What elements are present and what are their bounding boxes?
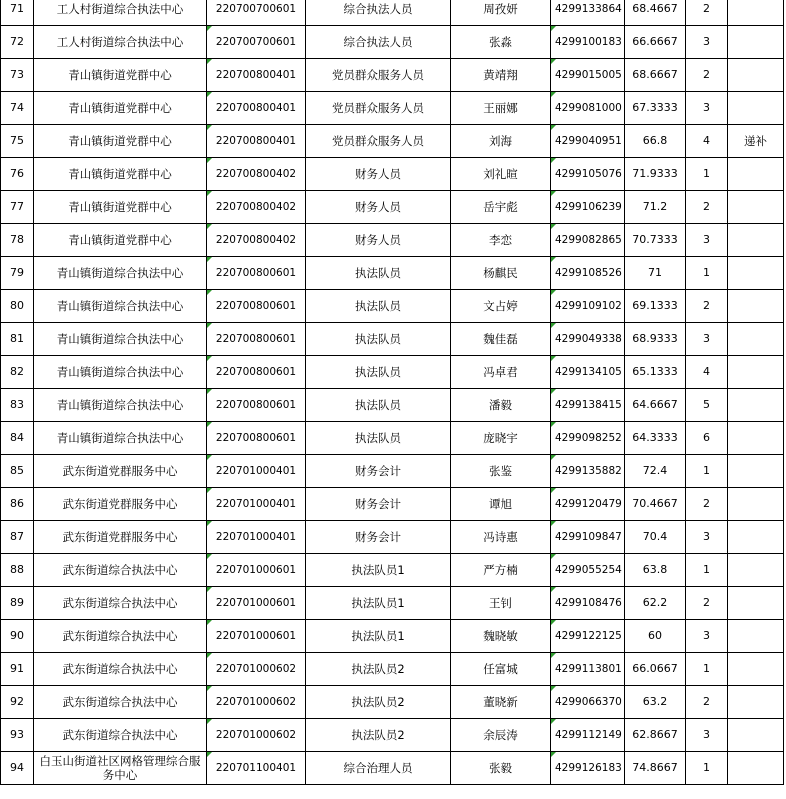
cell-unit-name[interactable]: 青山镇街道综合执法中心 [34,290,207,323]
cell-position-name[interactable]: 财务会计 [306,455,451,488]
table-row [1,191,784,224]
cell-row-number[interactable]: 74 [1,92,34,125]
cell-rank[interactable]: 2 [686,587,728,620]
cell-unit-name[interactable]: 青山镇街道党群中心 [34,92,207,125]
cell-unit-name[interactable]: 武东街道党群服务中心 [34,488,207,521]
cell-score[interactable]: 68.4667 [625,0,686,26]
cell-ticket-number[interactable]: 4299109102 [551,290,625,323]
cell-ticket-number[interactable]: 4299055254 [551,554,625,587]
cell-remark[interactable] [728,224,784,257]
table-row [1,389,784,422]
cell-row-number[interactable]: 86 [1,488,34,521]
cell-score[interactable]: 66.8 [625,125,686,158]
cell-position-code[interactable]: 220700800601 [207,323,306,356]
cell-score[interactable]: 68.9333 [625,323,686,356]
cell-position-code[interactable]: 220700800402 [207,158,306,191]
cell-ticket-number[interactable]: 4299108526 [551,257,625,290]
cell-position-code[interactable]: 220700800402 [207,224,306,257]
cell-candidate-name[interactable]: 谭旭 [451,488,551,521]
cell-position-name[interactable]: 执法队员2 [306,653,451,686]
cell-position-code[interactable]: 220701000601 [207,587,306,620]
cell-score[interactable]: 64.3333 [625,422,686,455]
cell-remark[interactable] [728,26,784,59]
table-row [1,59,784,92]
cell-row-number[interactable]: 72 [1,26,34,59]
cell-rank[interactable]: 6 [686,422,728,455]
cell-ticket-number[interactable]: 4299106239 [551,191,625,224]
cell-position-code[interactable]: 220701000602 [207,653,306,686]
cell-rank[interactable]: 3 [686,521,728,554]
cell-position-code[interactable]: 220700800601 [207,422,306,455]
cell-rank[interactable]: 2 [686,59,728,92]
cell-remark[interactable] [728,323,784,356]
cell-position-name[interactable]: 党员群众服务人员 [306,59,451,92]
cell-candidate-name[interactable]: 严方楠 [451,554,551,587]
cell-rank[interactable]: 5 [686,389,728,422]
table-row [1,719,784,752]
cell-remark[interactable] [728,653,784,686]
cell-position-code[interactable]: 220700800402 [207,191,306,224]
cell-row-number[interactable]: 94 [1,752,34,785]
table-row [1,224,784,257]
cell-score[interactable]: 65.1333 [625,356,686,389]
cell-remark[interactable] [728,92,784,125]
cell-candidate-name[interactable]: 王丽娜 [451,92,551,125]
cell-position-name[interactable]: 财务人员 [306,224,451,257]
cell-candidate-name[interactable]: 余辰涛 [451,719,551,752]
cell-position-name[interactable]: 执法队员1 [306,587,451,620]
cell-position-name[interactable]: 党员群众服务人员 [306,125,451,158]
cell-rank[interactable]: 1 [686,158,728,191]
cell-row-number[interactable]: 82 [1,356,34,389]
cell-unit-name[interactable]: 武东街道党群服务中心 [34,521,207,554]
table-row [1,125,784,158]
cell-ticket-number[interactable]: 4299049338 [551,323,625,356]
cell-ticket-number[interactable]: 4299066370 [551,686,625,719]
cell-candidate-name[interactable]: 王钊 [451,587,551,620]
cell-candidate-name[interactable]: 任富城 [451,653,551,686]
cell-row-number[interactable]: 88 [1,554,34,587]
cell-candidate-name[interactable]: 冯卓君 [451,356,551,389]
cell-ticket-number[interactable]: 4299098252 [551,422,625,455]
cell-row-number[interactable]: 91 [1,653,34,686]
cell-position-name[interactable]: 执法队员2 [306,719,451,752]
cell-unit-name[interactable]: 青山镇街道综合执法中心 [34,257,207,290]
cell-position-name[interactable]: 执法队员1 [306,554,451,587]
cell-remark[interactable] [728,488,784,521]
cell-row-number[interactable]: 83 [1,389,34,422]
cell-position-name[interactable]: 综合执法人员 [306,0,451,26]
cell-position-code[interactable]: 220700800401 [207,125,306,158]
cell-unit-name[interactable]: 白玉山街道社区网格管理综合服务中心 [34,752,207,785]
cell-score[interactable]: 63.2 [625,686,686,719]
cell-ticket-number[interactable]: 4299109847 [551,521,625,554]
cell-row-number[interactable]: 89 [1,587,34,620]
cell-remark[interactable]: 递补 [728,125,784,158]
cell-ticket-number[interactable]: 4299105076 [551,158,625,191]
cell-position-name[interactable]: 执法队员2 [306,686,451,719]
cell-unit-name[interactable]: 武东街道综合执法中心 [34,686,207,719]
cell-score[interactable]: 63.8 [625,554,686,587]
cell-score[interactable]: 62.2 [625,587,686,620]
cell-position-name[interactable]: 综合执法人员 [306,26,451,59]
cell-position-name[interactable]: 财务人员 [306,191,451,224]
cell-candidate-name[interactable]: 李恋 [451,224,551,257]
cell-candidate-name[interactable]: 潘毅 [451,389,551,422]
cell-candidate-name[interactable]: 张毅 [451,752,551,785]
cell-ticket-number[interactable]: 4299120479 [551,488,625,521]
cell-remark[interactable] [728,389,784,422]
cell-remark[interactable] [728,752,784,785]
cell-rank[interactable]: 2 [686,191,728,224]
cell-score[interactable]: 66.6667 [625,26,686,59]
cell-rank[interactable]: 1 [686,752,728,785]
cell-unit-name[interactable]: 青山镇街道党群中心 [34,191,207,224]
cell-position-code[interactable]: 220701000401 [207,455,306,488]
cell-position-code[interactable]: 220701000602 [207,719,306,752]
table-row [1,0,784,26]
cell-ticket-number[interactable]: 4299081000 [551,92,625,125]
cell-candidate-name[interactable]: 张鉴 [451,455,551,488]
cell-candidate-name[interactable]: 张淼 [451,26,551,59]
cell-position-name[interactable]: 财务人员 [306,158,451,191]
cell-unit-name[interactable]: 武东街道综合执法中心 [34,653,207,686]
table-row [1,356,784,389]
cell-position-name[interactable]: 财务会计 [306,521,451,554]
cell-score[interactable]: 68.6667 [625,59,686,92]
cell-rank[interactable]: 3 [686,92,728,125]
table-row [1,257,784,290]
cell-ticket-number[interactable]: 4299100183 [551,26,625,59]
cell-position-code[interactable]: 220700800401 [207,59,306,92]
cell-position-name[interactable]: 执法队员1 [306,620,451,653]
cell-rank[interactable]: 3 [686,26,728,59]
cell-position-code[interactable]: 220700800601 [207,389,306,422]
cell-remark[interactable] [728,620,784,653]
cell-position-name[interactable]: 执法队员 [306,356,451,389]
cell-row-number[interactable]: 78 [1,224,34,257]
cell-score[interactable]: 71.2 [625,191,686,224]
cell-remark[interactable] [728,290,784,323]
cell-score[interactable]: 60 [625,620,686,653]
cell-unit-name[interactable]: 青山镇街道综合执法中心 [34,323,207,356]
table-row [1,158,784,191]
cell-score[interactable]: 70.7333 [625,224,686,257]
cell-candidate-name[interactable]: 刘礼暄 [451,158,551,191]
cell-row-number[interactable]: 93 [1,719,34,752]
cell-row-number[interactable]: 81 [1,323,34,356]
cell-ticket-number[interactable]: 4299015005 [551,59,625,92]
cell-rank[interactable]: 1 [686,554,728,587]
cell-unit-name[interactable]: 武东街道综合执法中心 [34,620,207,653]
cell-row-number[interactable]: 80 [1,290,34,323]
cell-ticket-number[interactable]: 4299135882 [551,455,625,488]
cell-position-name[interactable]: 执法队员 [306,422,451,455]
cell-ticket-number[interactable]: 4299040951 [551,125,625,158]
cell-row-number[interactable]: 77 [1,191,34,224]
cell-row-number[interactable]: 71 [1,0,34,26]
cell-position-name[interactable]: 综合治理人员 [306,752,451,785]
cell-position-code[interactable]: 220701000602 [207,686,306,719]
cell-position-code[interactable]: 220701000401 [207,488,306,521]
cell-candidate-name[interactable]: 冯诗惠 [451,521,551,554]
cell-score[interactable]: 71 [625,257,686,290]
cell-unit-name[interactable]: 武东街道党群服务中心 [34,455,207,488]
cell-position-name[interactable]: 党员群众服务人员 [306,92,451,125]
cell-score[interactable]: 66.0667 [625,653,686,686]
cell-row-number[interactable]: 90 [1,620,34,653]
cell-row-number[interactable]: 76 [1,158,34,191]
cell-position-code[interactable]: 220701000601 [207,620,306,653]
cell-ticket-number[interactable]: 4299122125 [551,620,625,653]
table-row [1,422,784,455]
cell-unit-name[interactable]: 青山镇街道党群中心 [34,59,207,92]
cell-score[interactable]: 74.8667 [625,752,686,785]
cell-position-code[interactable]: 220701000601 [207,554,306,587]
cell-position-name[interactable]: 执法队员 [306,323,451,356]
cell-unit-name[interactable]: 青山镇街道党群中心 [34,125,207,158]
cell-ticket-number[interactable]: 4299126183 [551,752,625,785]
cell-score[interactable]: 70.4 [625,521,686,554]
cell-rank[interactable]: 3 [686,719,728,752]
cell-position-name[interactable]: 财务会计 [306,488,451,521]
cell-unit-name[interactable]: 青山镇街道综合执法中心 [34,389,207,422]
cell-score[interactable]: 72.4 [625,455,686,488]
cell-remark[interactable] [728,719,784,752]
cell-unit-name[interactable]: 青山镇街道综合执法中心 [34,356,207,389]
cell-score[interactable]: 62.8667 [625,719,686,752]
cell-row-number[interactable]: 79 [1,257,34,290]
cell-row-number[interactable]: 92 [1,686,34,719]
cell-ticket-number[interactable]: 4299108476 [551,587,625,620]
cell-remark[interactable] [728,587,784,620]
cell-score[interactable]: 69.1333 [625,290,686,323]
cell-remark[interactable] [728,455,784,488]
table-row [1,587,784,620]
cell-unit-name[interactable]: 武东街道综合执法中心 [34,719,207,752]
cell-remark[interactable] [728,257,784,290]
cell-unit-name[interactable]: 工人村街道综合执法中心 [34,0,207,26]
cell-position-code[interactable]: 220700800601 [207,257,306,290]
cell-candidate-name[interactable]: 魏晓敏 [451,620,551,653]
cell-remark[interactable] [728,686,784,719]
cell-rank[interactable]: 1 [686,653,728,686]
cell-ticket-number[interactable]: 4299082865 [551,224,625,257]
table-row [1,620,784,653]
table-row [1,554,784,587]
cell-row-number[interactable]: 87 [1,521,34,554]
cell-remark[interactable] [728,422,784,455]
cell-score[interactable]: 64.6667 [625,389,686,422]
cell-unit-name[interactable]: 武东街道综合执法中心 [34,587,207,620]
cell-candidate-name[interactable]: 周孜妍 [451,0,551,26]
cell-rank[interactable]: 2 [686,0,728,26]
cell-rank[interactable]: 2 [686,290,728,323]
cell-unit-name[interactable]: 青山镇街道综合执法中心 [34,422,207,455]
cell-remark[interactable] [728,554,784,587]
cell-row-number[interactable]: 73 [1,59,34,92]
cell-position-code[interactable]: 220700700601 [207,0,306,26]
cell-rank[interactable]: 2 [686,686,728,719]
cell-remark[interactable] [728,59,784,92]
cell-position-code[interactable]: 220700800601 [207,290,306,323]
cell-candidate-name[interactable]: 岳宇彪 [451,191,551,224]
table-row [1,752,784,785]
cell-rank[interactable]: 1 [686,455,728,488]
cell-ticket-number[interactable]: 4299112149 [551,719,625,752]
cell-candidate-name[interactable]: 黄靖翔 [451,59,551,92]
cell-row-number[interactable]: 84 [1,422,34,455]
cell-remark[interactable] [728,158,784,191]
cell-position-code[interactable]: 220700800401 [207,92,306,125]
cell-rank[interactable]: 3 [686,620,728,653]
cell-unit-name[interactable]: 青山镇街道党群中心 [34,158,207,191]
cell-position-code[interactable]: 220701000401 [207,521,306,554]
table-row [1,290,784,323]
cell-ticket-number[interactable]: 4299113801 [551,653,625,686]
cell-rank[interactable]: 1 [686,257,728,290]
cell-unit-name[interactable]: 青山镇街道党群中心 [34,224,207,257]
results-table-body [1,0,784,785]
cell-rank[interactable]: 3 [686,323,728,356]
cell-candidate-name[interactable]: 杨麒民 [451,257,551,290]
cell-rank[interactable]: 4 [686,125,728,158]
cell-rank[interactable]: 2 [686,488,728,521]
cell-rank[interactable]: 4 [686,356,728,389]
cell-rank[interactable]: 3 [686,224,728,257]
cell-ticket-number[interactable]: 4299134105 [551,356,625,389]
cell-candidate-name[interactable]: 魏佳磊 [451,323,551,356]
cell-unit-name[interactable]: 武东街道综合执法中心 [34,554,207,587]
cell-ticket-number[interactable]: 4299138415 [551,389,625,422]
cell-unit-name[interactable]: 工人村街道综合执法中心 [34,26,207,59]
cell-position-code[interactable]: 220701100401 [207,752,306,785]
table-row [1,653,784,686]
cell-row-number[interactable]: 75 [1,125,34,158]
cell-candidate-name[interactable]: 刘海 [451,125,551,158]
cell-remark[interactable] [728,191,784,224]
table-row [1,686,784,719]
table-row [1,521,784,554]
table-row [1,92,784,125]
cell-position-name[interactable]: 执法队员 [306,290,451,323]
cell-remark[interactable] [728,521,784,554]
cell-candidate-name[interactable]: 庞晓宇 [451,422,551,455]
cell-position-name[interactable]: 执法队员 [306,257,451,290]
table-row [1,488,784,521]
cell-ticket-number[interactable]: 4299133864 [551,0,625,26]
cell-position-name[interactable]: 执法队员 [306,389,451,422]
cell-candidate-name[interactable]: 董晓新 [451,686,551,719]
cell-candidate-name[interactable]: 文占婷 [451,290,551,323]
cell-row-number[interactable]: 85 [1,455,34,488]
cell-position-code[interactable]: 220700700601 [207,26,306,59]
cell-remark[interactable] [728,0,784,26]
cell-position-code[interactable]: 220700800601 [207,356,306,389]
table-row [1,455,784,488]
cell-score[interactable]: 70.4667 [625,488,686,521]
table-row [1,26,784,59]
cell-remark[interactable] [728,356,784,389]
cell-score[interactable]: 71.9333 [625,158,686,191]
cell-score[interactable]: 67.3333 [625,92,686,125]
table-row [1,323,784,356]
